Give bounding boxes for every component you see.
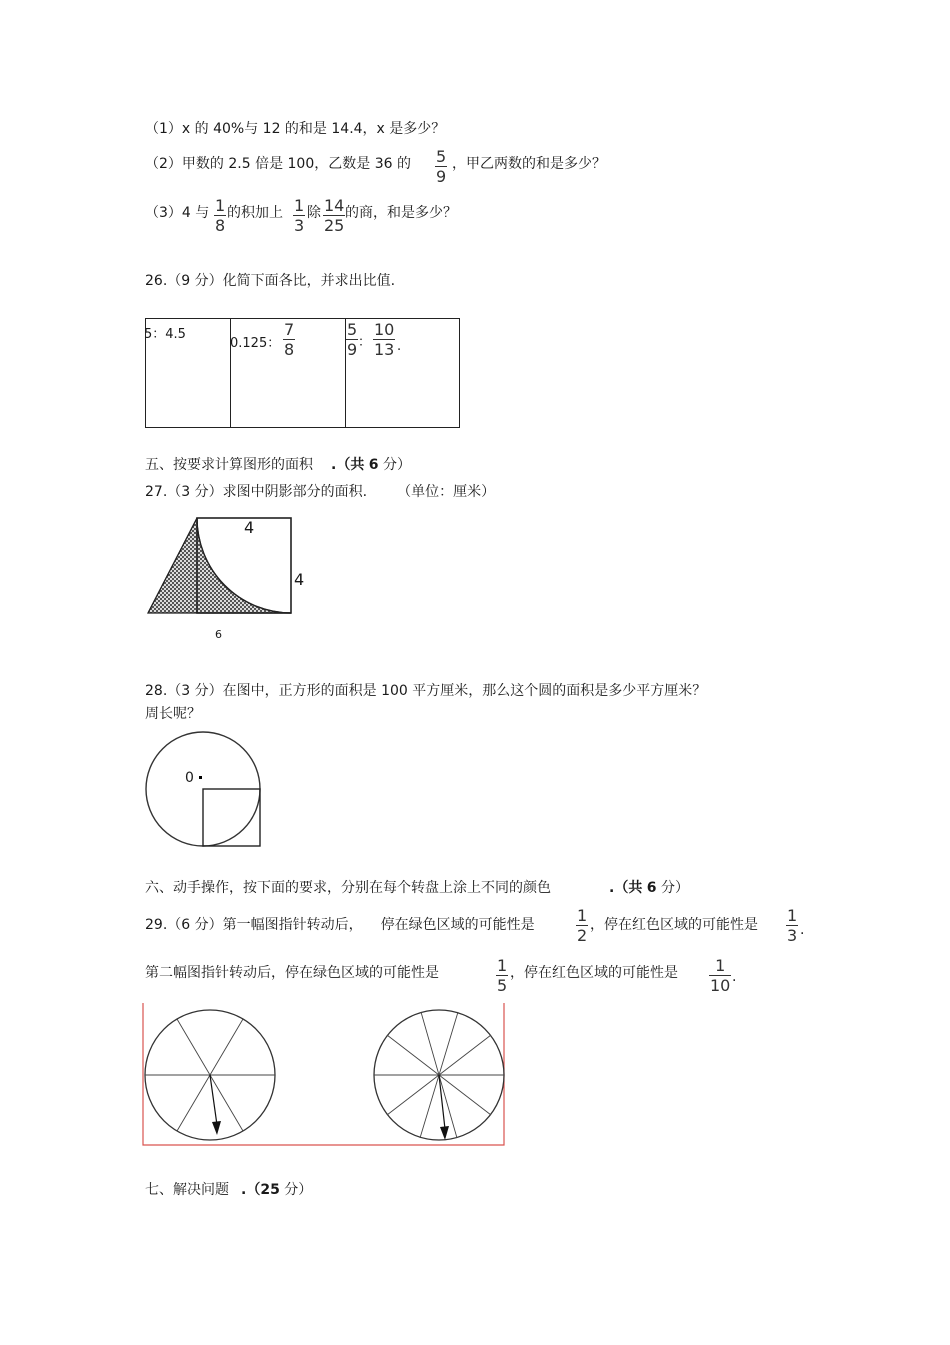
- q29-line1-text-b: 停在绿色区域的可能性是: [380, 917, 535, 933]
- q27-label-top: 4: [244, 518, 255, 537]
- q25-part3-fraction2: [293, 196, 305, 235]
- figure-border: [143, 1003, 504, 1145]
- q25-part3-fraction3: [323, 196, 345, 235]
- fraction-denominator: 2: [577, 926, 588, 945]
- q25-part3-fraction1: [214, 196, 226, 235]
- section7-points-value: 25: [260, 1182, 280, 1198]
- section7-heading: [145, 1180, 312, 1200]
- fraction-numerator: 1: [294, 196, 305, 215]
- fraction-denominator: 8: [215, 216, 226, 235]
- section6-points-value: 6: [646, 880, 657, 896]
- section6-title: 六、动手操作，按下面的要求，分别在每个转盘上涂上不同的颜色: [145, 880, 551, 896]
- q29-line2-text-b: ，停在红色区域的可能性是: [510, 965, 678, 981]
- fraction-denominator: 9: [436, 167, 447, 186]
- q28-title: 28.（3 分）在图中，正方形的面积是 100 平方厘米，那么这个圆的面积是多少平方厘米？: [145, 683, 707, 699]
- q29-line1-fraction1: [576, 906, 588, 945]
- ratio-cell-3-fraction1: [346, 320, 358, 359]
- q29-line2-fraction2: [709, 956, 731, 995]
- fraction-denominator: 10: [710, 976, 731, 995]
- spinner-2: [374, 1010, 504, 1140]
- q27-figure: [145, 515, 305, 625]
- fraction-numerator: 7: [284, 320, 295, 339]
- section6-heading: [145, 878, 689, 898]
- fraction-denominator: 13: [374, 340, 395, 359]
- q25-part2-text-b: ，甲乙两数的和是多少？: [452, 156, 606, 172]
- q28-title-2: 周长呢？: [145, 706, 201, 722]
- ratio-cell-3-fraction2: [373, 320, 395, 359]
- ratio-cell-2-fraction: [283, 320, 295, 359]
- section7-title: 七、解决问题: [145, 1182, 229, 1198]
- ratio-cell-3-period: .: [397, 339, 402, 354]
- fraction-numerator: 5: [436, 147, 447, 166]
- q28-center-label: 0: [185, 770, 194, 786]
- shaded-region: [148, 518, 291, 613]
- q25-part3-text-a: （3）4 与: [145, 205, 210, 221]
- ratio-cell-2-text: 0.125：: [230, 336, 281, 351]
- q25-part2-fraction: [435, 147, 447, 186]
- section7-points-a: .（: [241, 1182, 261, 1198]
- q29-line2-text-a: 第二幅图指针转动后，停在绿色区域的可能性是: [145, 965, 439, 981]
- q27-label-bottom: 6: [215, 628, 222, 641]
- section5-heading: [145, 455, 411, 475]
- q27-label-right: 4: [294, 570, 305, 589]
- section6-points-a: .（共: [609, 880, 643, 896]
- q25-part3-text-c: 除: [307, 205, 321, 221]
- fraction-denominator: 25: [324, 216, 345, 235]
- inner-square: [203, 789, 260, 846]
- fraction-numerator: 1: [497, 956, 508, 975]
- fraction-denominator: 3: [787, 926, 798, 945]
- spinner-2-pointer: [439, 1075, 445, 1129]
- fraction-denominator: 8: [284, 340, 295, 359]
- fraction-numerator: 1: [215, 196, 226, 215]
- fraction-denominator: 3: [294, 216, 305, 235]
- q28-figure: [145, 731, 265, 851]
- q29-line1-text-a: 29.（6 分）第一幅图指针转动后，: [145, 917, 363, 933]
- section5-title: 五、按要求计算图形的面积: [145, 457, 313, 473]
- q25-part2: [145, 154, 411, 174]
- q29-line1: [145, 915, 535, 935]
- q26-title: 26.（9 分）化简下面各比，并求出比值.: [145, 273, 396, 289]
- fraction-denominator: 5: [497, 976, 508, 995]
- q27-unit: （单位：厘米）: [397, 484, 496, 500]
- q27-title: [145, 482, 495, 502]
- fraction-denominator: 9: [347, 340, 358, 359]
- q25-part2-text-a: （2）甲数的 2.5 倍是 100，乙数是 36 的: [145, 156, 411, 172]
- section5-points-a: .（共: [331, 457, 365, 473]
- fraction-numerator: 1: [577, 906, 588, 925]
- section5-points-b: 分）: [382, 457, 411, 473]
- q25-part3-text-d: 的商，和是多少？: [345, 205, 457, 221]
- q25-part1: （1）x 的 40%与 12 的和是 14.4，x 是多少？: [145, 121, 446, 137]
- ratio-cell-1: [146, 319, 231, 427]
- fraction-numerator: 1: [715, 956, 726, 975]
- section6-points-b: 分）: [660, 880, 689, 896]
- spinner-figure: [142, 1003, 507, 1148]
- fraction-numerator: 10: [374, 320, 395, 339]
- q29-line1-period: .: [800, 922, 805, 938]
- ratio-table: [145, 318, 460, 428]
- section5-points-value: 6: [368, 457, 379, 473]
- q27-title-text: 27.（3 分）求图中阴影部分的面积.: [145, 484, 368, 500]
- spinner-1-pointer: [210, 1075, 217, 1125]
- fraction-numerator: 5: [347, 320, 358, 339]
- ratio-cell-3-separator: ：: [358, 335, 372, 350]
- q25-part3-text-b: 的积加上: [227, 205, 283, 221]
- fraction-numerator: 1: [787, 906, 798, 925]
- section7-points-b: 分）: [284, 1182, 313, 1198]
- q29-line2-fraction1: [496, 956, 508, 995]
- q29-line1-text-c: ，停在红色区域的可能性是: [590, 917, 758, 933]
- center-dot: [199, 776, 202, 779]
- fraction-numerator: 14: [324, 196, 345, 215]
- spinner-1: [145, 1010, 275, 1140]
- ratio-cell-3: [346, 319, 459, 427]
- q29-line1-fraction2: [786, 906, 798, 945]
- ratio-cell-2: [231, 319, 346, 427]
- ratio-cell-1-text: 5：4.5: [144, 327, 186, 342]
- q29-line2-period: .: [732, 969, 737, 985]
